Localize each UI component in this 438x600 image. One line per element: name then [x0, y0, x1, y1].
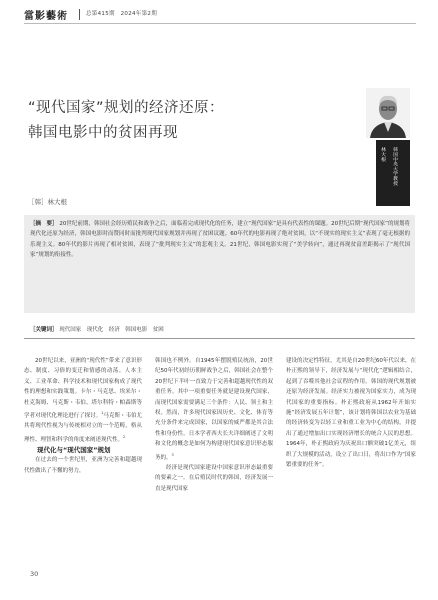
- abstract: [30, 219, 410, 260]
- keywords-rule: [24, 338, 415, 339]
- section-heading: 现代化与“现代国家”规划: [37, 445, 111, 454]
- abstract-label: ［摘 要］: [30, 221, 58, 227]
- header-rule: [24, 23, 416, 24]
- paragraph: 韩国也不例外。自1945年摆脱殖民统治，20世纪50年代初经历朝鲜战争之后，韩国社会在整个20世纪下半叶一直致力于完善和超越现代性的双重任务。其中一项重要任务就是建设现代国家，而现代国家需要满足三个条件：人民、领土和主权。然而，许多现代国家因历史、文化、体育等充分条件来完成国家，以国家的威严都是其合法性和身份性。日本学者西夫长夫详细阐述了文明和文化的概念是如何为构建现代国家意识形态服务的。$^3$: [155, 358, 273, 461]
- byline: ［韩］林大根: [28, 198, 67, 206]
- keywords: [30, 325, 164, 333]
- issue-info: 总第415期 2024年第2期: [86, 11, 157, 17]
- keywords-text: 现代国家 现代化 经济 韩国电影 贫困: [59, 327, 164, 333]
- page-number: 30: [30, 570, 39, 578]
- article-title-line2: 韩国电影中的贫困再现: [28, 125, 178, 141]
- paragraph: 在过去的一个世纪里，亚洲为完善和超越现代性做出了不懈的努力，: [24, 457, 142, 474]
- paragraph: 经济是现代国家建设中国家意识形态最重要的要素之一。在后殖民时代的韩国，经济发展一直是现代国家: [155, 464, 273, 492]
- paragraph: 建设的决定性特征，尤其是自20世纪60年代以来，在朴正熙的领导下，经济发展与“现代化”逻辑相结合，起到了吞噬其他社会议程的作用。韩国的现代规划被还原为经济发展。经济实力被视为国家实力，成为现代国家的重要指标。朴正熙政府从1962年开始实施“经济发展五年计划”，该计划将韩国以农业为基础的经济转变为以轻工业和重工业为中心的结构，并提出了通过增加出口实现经济增长的统合人民的思想。1964年，朴正熙政府为庆祝出口额突破1亿美元，组织了大规模的活动，设立了出口日，将出口作为“国家繁重要的任务”。: [286, 358, 416, 469]
- article-title-line1: “现代国家”规划的经济还原：: [28, 100, 225, 116]
- author-name-vertical: 林大根: [380, 147, 385, 162]
- header-separator: [79, 9, 80, 20]
- keywords-label: ［关键词］: [30, 327, 58, 333]
- body-column-1: [24, 356, 142, 476]
- body-column-2: [155, 356, 273, 494]
- author-photo: [366, 88, 410, 138]
- paragraph: 20世纪以来，亚洲的“现代性”带来了意识形态、制度、习俗的变迁和情感的动荡。人本主义、工业革命、科学技术和现代国家构成了现代性的理想和实践策划。卡尔・马克思、埃米尔・杜克海姆、马克斯・韦伯、塔尔科特・帕森斯等学者对现代化理论进行了探讨。$^1$马克斯・韦伯尤其将现代性视为与传统相对立的一个范畴，格从理性、理智和科学的角度来阐述现代性。$^2$: [24, 358, 142, 443]
- body-column-3: [286, 356, 416, 470]
- author-affiliation-vertical: 韩国中央大学教授: [392, 147, 397, 186]
- abstract-text: 20世纪前期，韩国社会经历殖民和战争之后，面临着完成现代化的任务，建立“现代国家”是具有代表性的课题。20世纪后期“现代国家”的规划将现代化还原为经济，韩国电影时而赞同时而批判现代国家规划并再现了贫困议题。60年代的电影再现了绝对贫困，以“不现实的现实主义”表现了毫无根据的乐观主义。80年代的影片再现了相对贫困，表现了“批判现实主义”的悲观主义。21世纪，韩国电影实现了“美学转向”，通过再现贫富差距揭示了“现代国家”规划的衔接性。: [30, 221, 410, 258]
- journal-logo: 當影藝術: [24, 11, 68, 22]
